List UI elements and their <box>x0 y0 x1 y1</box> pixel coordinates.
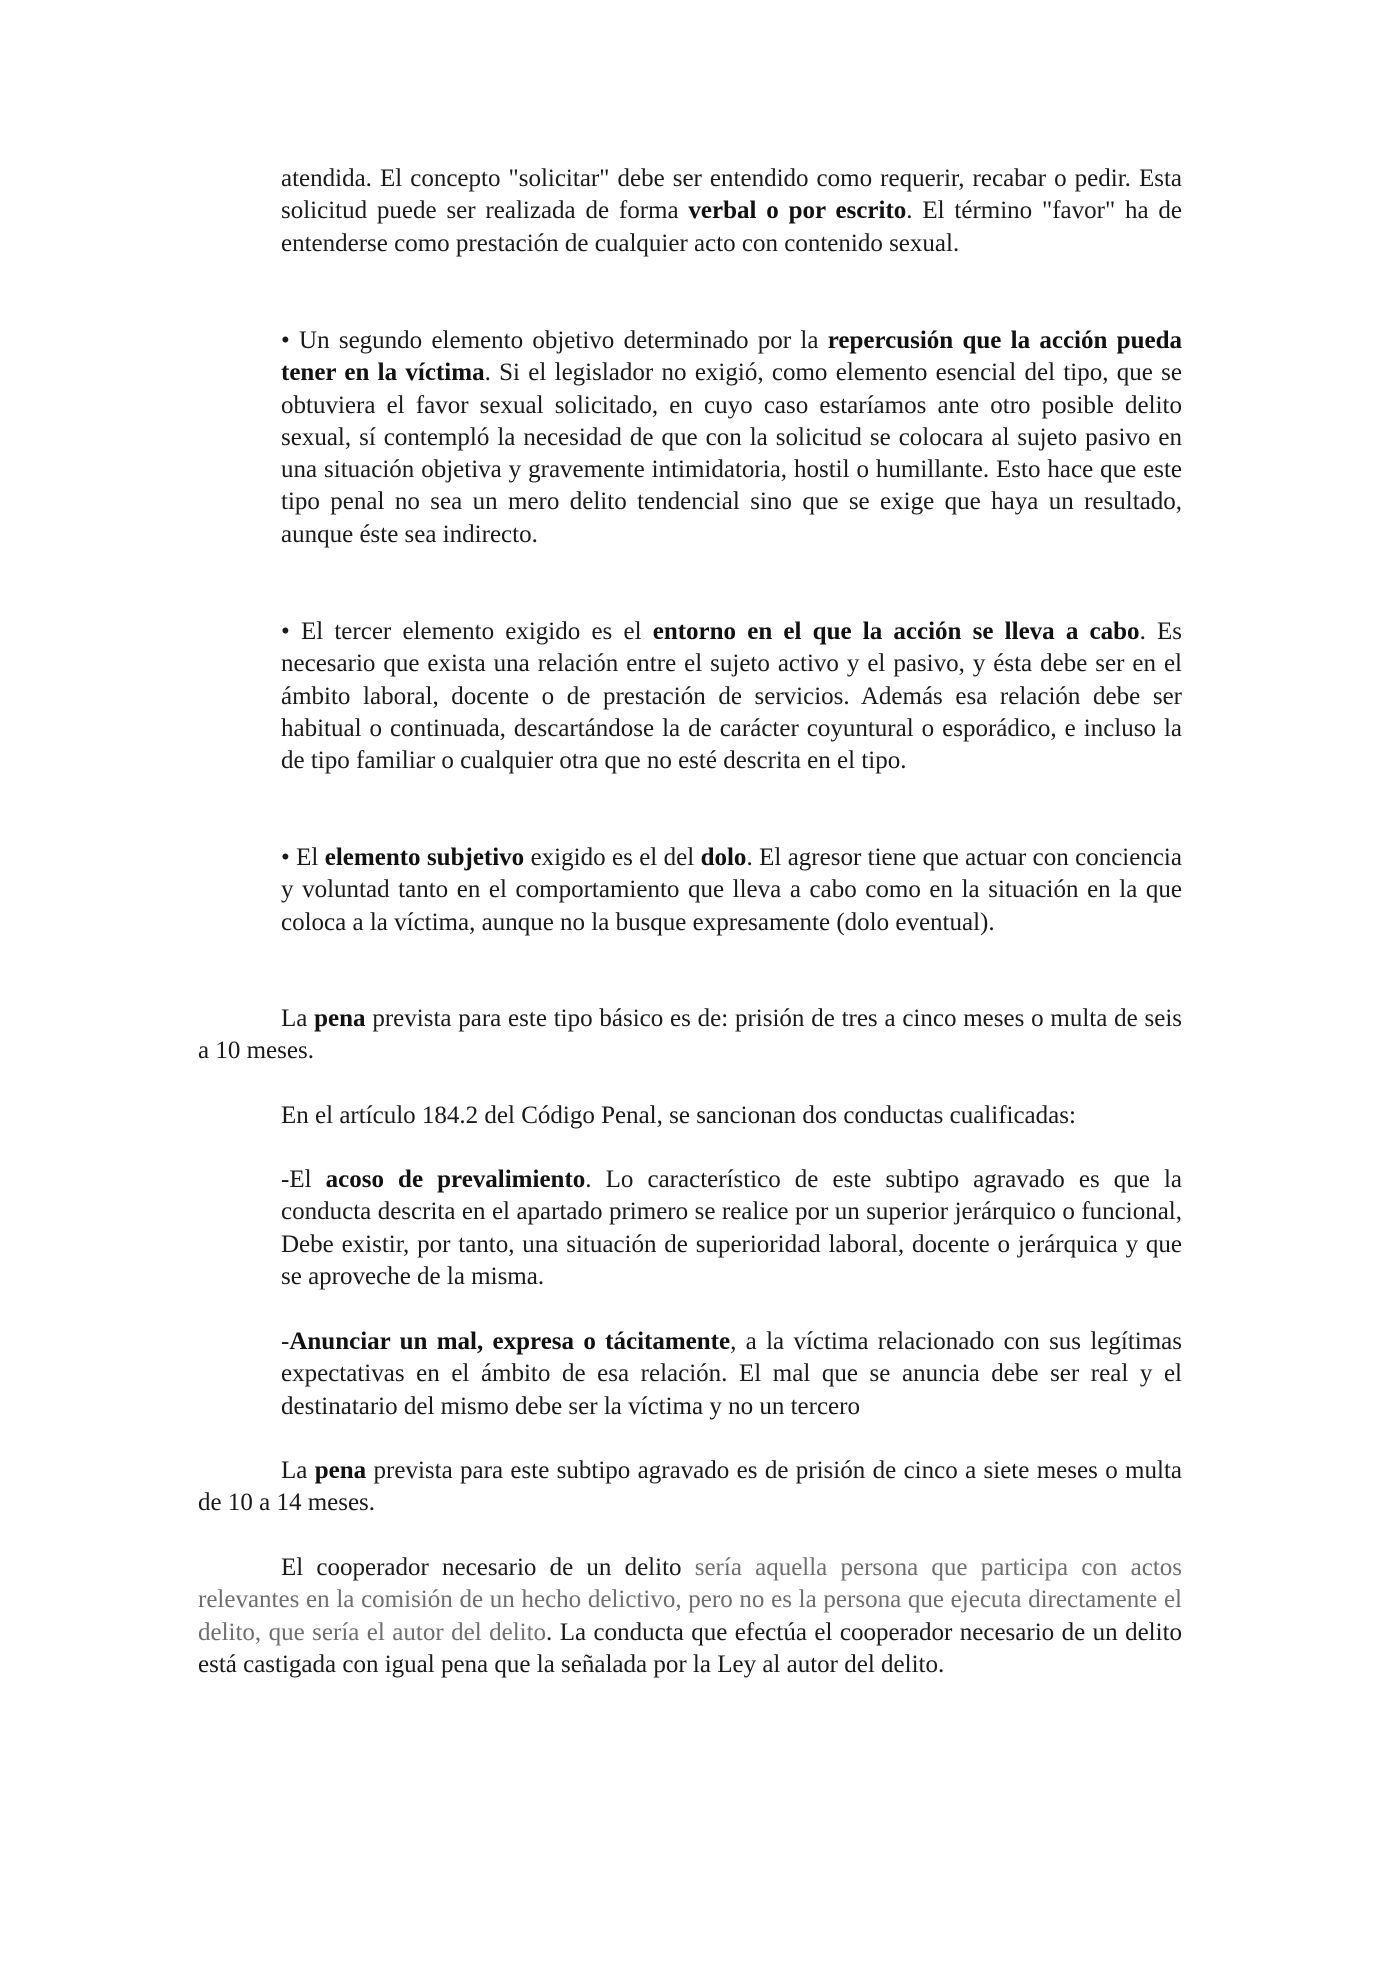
paragraph-solicitud <box>281 163 1182 260</box>
paragraph-anunciar-mal <box>281 1326 1182 1423</box>
paragraph-elemento-subjetivo <box>281 842 1182 939</box>
text-run: . Si el legislador no exigió, como elemento esencial del tipo, que se obtuviera el favor sexual solicitado, en cuyo caso estaríamos ante otro posible delito sexual, sí contempló la necesidad de que con la solicitud se colocara al sujeto pasivo en una situación objetiva y gravemente intimidatoria, hostil o humillante. Esto hace que este tipo penal no sea un mero delito tendencial sino que se exige que haya un resultado, aunque éste sea indirecto. <box>281 359 1182 548</box>
paragraph-segundo-elemento <box>281 325 1182 551</box>
bold-run: elemento subjetivo <box>324 844 525 871</box>
bold-run: pena <box>314 1005 366 1032</box>
text-run: . El agresor tiene que actuar con conciencia y voluntad tanto en el comportamiento que lleva a cabo como en la situación en la que coloca a la víctima, aunque no la busque expresamente (dolo eventual). <box>281 844 1182 936</box>
text-run: La <box>281 1005 315 1032</box>
bold-run: dolo <box>700 844 747 871</box>
text-run: En el artículo 184.2 del Código Penal, se sancionan dos conductas cualificadas: <box>281 1102 1076 1129</box>
paragraph-tercer-elemento <box>281 616 1182 777</box>
text-run: El cooperador necesario de un delito <box>281 1554 695 1581</box>
text-run: , a la víctima relacionado con sus legítimas expectativas en el ámbito de esa relación. El mal que se anuncia debe ser real y el destinatario del mismo debe ser la víctima y no un tercero <box>281 1328 1182 1420</box>
text-run: prevista para este tipo básico es de: prisión de tres a cinco meses o multa de seis a 10 meses. <box>198 1005 1182 1065</box>
text-run: - <box>281 1328 290 1355</box>
text-run: • El tercer elemento exigido es el <box>281 618 653 645</box>
text-run: exigido es el del <box>524 844 701 871</box>
text-run: -El <box>281 1166 326 1193</box>
text-run: . El término "favor" ha de entenderse como prestación de cualquier acto con contenido sexual. <box>281 197 1182 257</box>
text-run: La <box>281 1457 315 1484</box>
gray-text-run: sería aquella persona que participa con actos relevantes en la comisión de un hecho delictivo, pero no es la persona que ejecuta directamente el delito, que sería el autor del delito <box>198 1554 1182 1646</box>
bold-run: pena <box>314 1457 367 1484</box>
paragraph-acoso-prevalimiento <box>281 1164 1182 1293</box>
bold-run: repercusión que la acción pueda tener en la víctima <box>281 327 1182 387</box>
paragraph-pena-agravada <box>198 1455 1182 1520</box>
text-run: • El <box>281 844 325 871</box>
bold-run: Anunciar un mal, expresa o tácitamente <box>289 1328 731 1355</box>
text-run: . La conducta que efectúa el cooperador necesario de un delito está castigada con igual pena que la señalada por la Ley al autor del delito. <box>198 1618 1183 1678</box>
paragraph-articulo-184-2 <box>281 1100 1182 1132</box>
bold-run: entorno en el que la acción se lleva a cabo <box>652 618 1140 645</box>
bold-run: acoso de prevalimiento <box>325 1166 586 1193</box>
text-run: atendida. El concepto "solicitar" debe ser entendido como requerir, recabar o pedir. Esta solicitud puede ser realizada de forma <box>281 165 1182 225</box>
text-run: . Es necesario que exista una relación entre el sujeto activo y el pasivo, y ésta debe ser en el ámbito laboral, docente o de prestación de servicios. Además esa relación debe ser habitual o continuada, descartándose la de carácter coyuntural o esporádico, e incluso la de tipo familiar o cualquier otra que no esté descrita en el tipo. <box>281 618 1183 775</box>
text-run: . Lo característico de este subtipo agravado es que la conducta descrita en el apartado primero se realice por un superior jerárquico o funcional, Debe existir, por tanto, una situación de superioridad laboral, docente o jerárquica y que se aproveche de la misma. <box>281 1166 1182 1290</box>
bold-run: verbal o por escrito <box>688 197 907 225</box>
text-run: prevista para este subtipo agravado es de prisión de cinco a siete meses o multa de 10 a 14 meses. <box>198 1457 1182 1517</box>
text-run: • Un segundo elemento objetivo determinado por la <box>281 327 828 354</box>
paragraph-pena-basica <box>198 1003 1182 1068</box>
paragraph-cooperador-necesario <box>198 1552 1182 1681</box>
